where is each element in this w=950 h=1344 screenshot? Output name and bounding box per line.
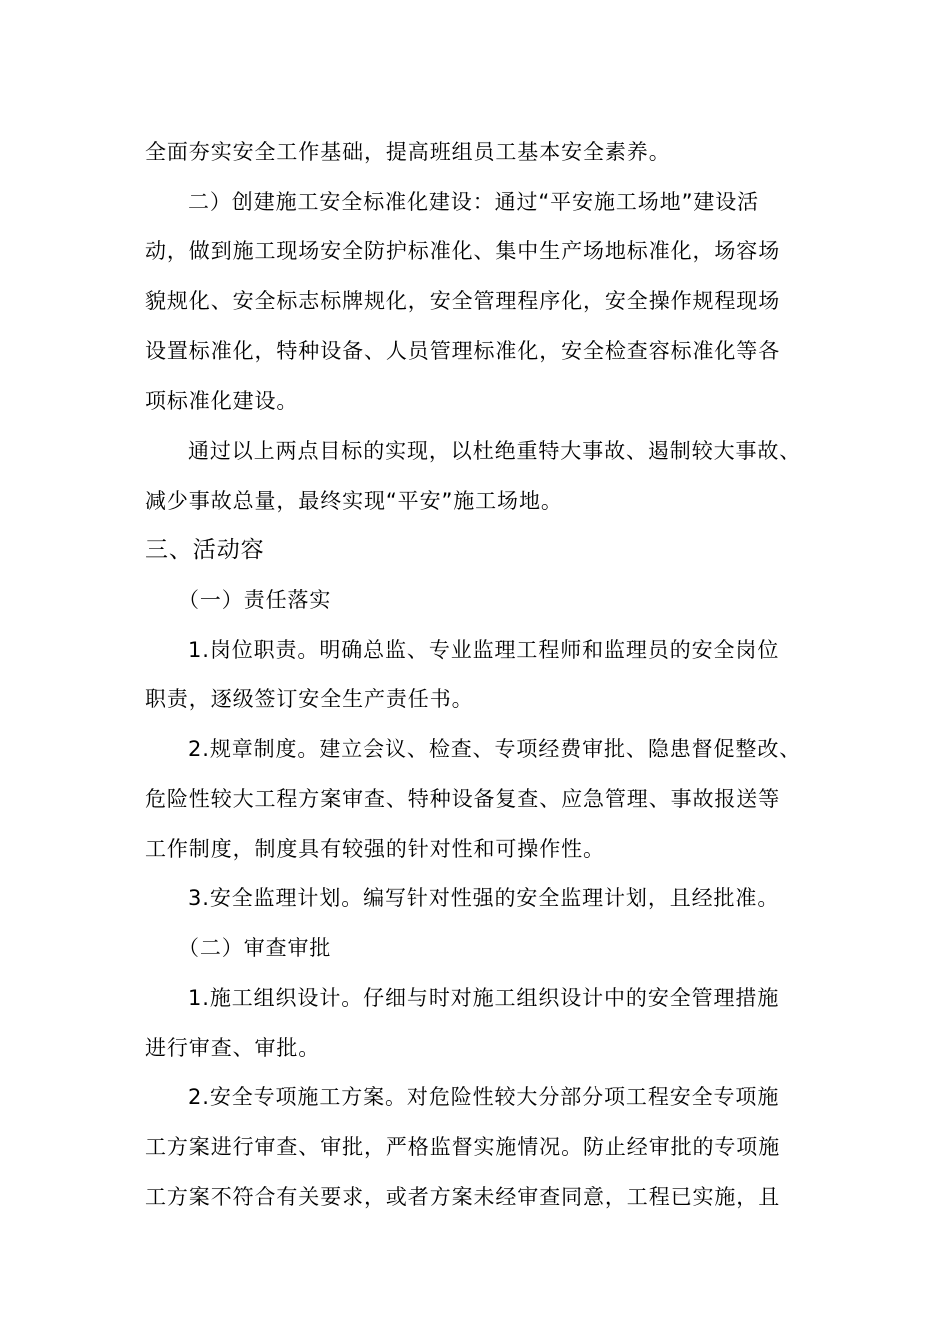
text-line: 设置标准化，特种设备、人员管理标准化，安全检查容标准化等各 (145, 339, 781, 363)
subsection-heading: （一）责任落实 (178, 588, 332, 612)
text-line: 2.规章制度。建立会议、检查、专项经费审批、隐患督促整改、 (188, 737, 802, 761)
text-line: 工作制度，制度具有较强的针对性和可操作性。 (145, 837, 605, 861)
subsection-heading: （二）审查审批 (178, 936, 332, 960)
section-heading: 三、活动容 (145, 537, 265, 563)
text-line: 二）创建施工安全标准化建设：通过“平安施工场地”建设活 (188, 190, 760, 214)
text-line: 全面夯实安全工作基础，提高班组员工基本安全素养。 (145, 140, 671, 164)
text-line: 通过以上两点目标的实现，以杜绝重特大事故、遏制较大事故、 (188, 439, 802, 463)
text-line: 进行审查、审批。 (145, 1036, 321, 1060)
text-line: 职责，逐级签订安全生产责任书。 (145, 687, 474, 711)
text-line: 1.岗位职责。明确总监、专业监理工程师和监理员的安全岗位 (188, 638, 780, 662)
text-line: 工方案进行审查、审批，严格监督实施情况。防止经审批的专项施 (145, 1135, 781, 1159)
text-line: 1.施工组织设计。仔细与时对施工组织设计中的安全管理措施 (188, 986, 780, 1010)
text-line: 减少事故总量，最终实现“平安”施工场地。 (145, 489, 563, 513)
text-line: 3.安全监理计划。编写针对性强的安全监理计划，且经批准。 (188, 886, 780, 910)
text-line: 危险性较大工程方案审查、特种设备复查、应急管理、事故报送等 (145, 787, 781, 811)
text-line: 工方案不符合有关要求，或者方案未经审查同意，工程已实施，且 (145, 1185, 781, 1209)
text-line: 项标准化建设。 (145, 389, 299, 413)
text-line: 2.安全专项施工方案。对危险性较大分部分项工程安全专项施 (188, 1085, 780, 1109)
text-line: 动，做到施工现场安全防护标准化、集中生产场地标准化，场容场 (145, 239, 781, 263)
text-line: 貌规化、安全标志标牌规化，安全管理程序化，安全操作规程现场 (145, 289, 781, 313)
